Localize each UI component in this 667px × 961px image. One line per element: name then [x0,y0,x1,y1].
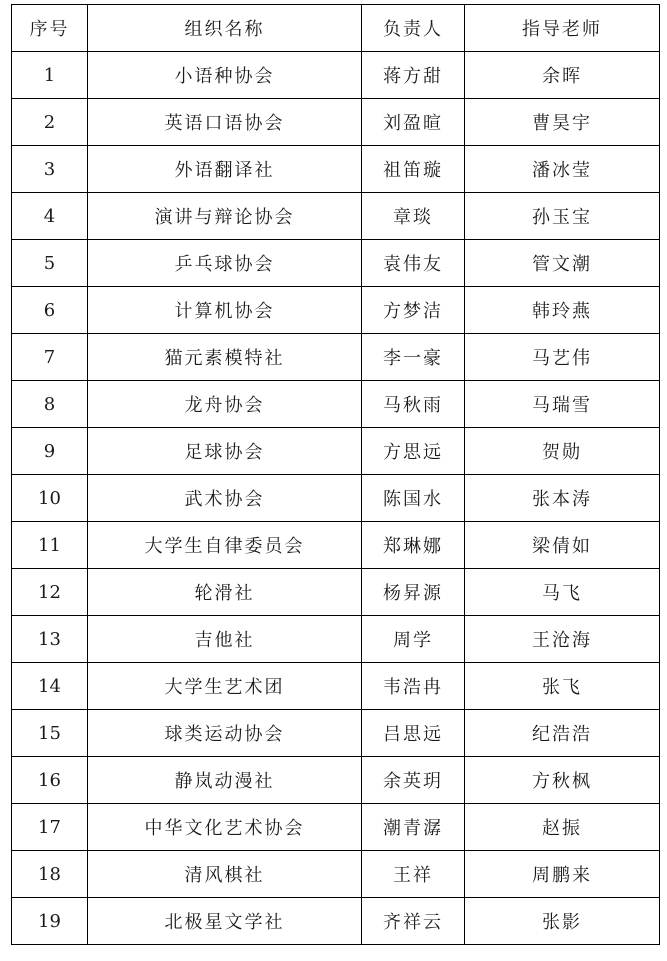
cell-organization-name: 龙舟协会 [88,381,362,428]
cell-organization-name: 乒乓球协会 [88,240,362,287]
cell-index: 13 [12,616,88,663]
cell-advisor: 潘冰莹 [465,146,660,193]
table-row [12,334,660,381]
table-row [12,710,660,757]
cell-index: 18 [12,851,88,898]
table-row [12,146,660,193]
header-index: 序号 [12,5,88,52]
cell-index: 2 [12,99,88,146]
header-advisor: 指导老师 [465,5,660,52]
cell-advisor: 贺勋 [465,428,660,475]
cell-organization-name: 静岚动漫社 [88,757,362,804]
cell-person-in-charge: 陈国水 [362,475,465,522]
cell-advisor: 余晖 [465,52,660,99]
cell-advisor: 张影 [465,898,660,945]
cell-person-in-charge: 齐祥云 [362,898,465,945]
cell-person-in-charge: 袁伟友 [362,240,465,287]
cell-organization-name: 武术协会 [88,475,362,522]
organization-table [11,4,660,945]
cell-organization-name: 吉他社 [88,616,362,663]
cell-organization-name: 球类运动协会 [88,710,362,757]
cell-person-in-charge: 吕思远 [362,710,465,757]
cell-organization-name: 计算机协会 [88,287,362,334]
cell-index: 3 [12,146,88,193]
table-row [12,240,660,287]
cell-index: 11 [12,522,88,569]
table-row [12,381,660,428]
cell-advisor: 马飞 [465,569,660,616]
table-row [12,898,660,945]
cell-person-in-charge: 郑琳娜 [362,522,465,569]
cell-advisor: 马瑞雪 [465,381,660,428]
cell-organization-name: 大学生艺术团 [88,663,362,710]
cell-organization-name: 演讲与辩论协会 [88,193,362,240]
cell-person-in-charge: 方思远 [362,428,465,475]
cell-person-in-charge: 李一豪 [362,334,465,381]
cell-organization-name: 英语口语协会 [88,99,362,146]
cell-advisor: 韩玲燕 [465,287,660,334]
cell-index: 9 [12,428,88,475]
cell-organization-name: 外语翻译社 [88,146,362,193]
cell-advisor: 张本涛 [465,475,660,522]
cell-person-in-charge: 祖笛璇 [362,146,465,193]
cell-index: 7 [12,334,88,381]
header-organization-name: 组织名称 [88,5,362,52]
cell-person-in-charge: 章琰 [362,193,465,240]
cell-index: 8 [12,381,88,428]
cell-person-in-charge: 刘盈暄 [362,99,465,146]
cell-person-in-charge: 杨昇源 [362,569,465,616]
table-row [12,616,660,663]
cell-organization-name: 清风棋社 [88,851,362,898]
cell-organization-name: 小语种协会 [88,52,362,99]
table-body [12,52,660,945]
cell-person-in-charge: 马秋雨 [362,381,465,428]
cell-advisor: 赵振 [465,804,660,851]
table-row [12,193,660,240]
cell-index: 12 [12,569,88,616]
cell-organization-name: 轮滑社 [88,569,362,616]
cell-person-in-charge: 蒋方甜 [362,52,465,99]
cell-advisor: 马艺伟 [465,334,660,381]
cell-index: 17 [12,804,88,851]
table-row [12,851,660,898]
cell-person-in-charge: 周学 [362,616,465,663]
table-row [12,428,660,475]
table-header-row [12,5,660,52]
cell-index: 4 [12,193,88,240]
table-row [12,52,660,99]
cell-person-in-charge: 王祥 [362,851,465,898]
cell-advisor: 张飞 [465,663,660,710]
cell-person-in-charge: 韦浩冉 [362,663,465,710]
cell-advisor: 王沧海 [465,616,660,663]
cell-person-in-charge: 方梦洁 [362,287,465,334]
table-row [12,663,660,710]
cell-index: 14 [12,663,88,710]
cell-index: 16 [12,757,88,804]
cell-organization-name: 猫元素模特社 [88,334,362,381]
cell-person-in-charge: 余英玥 [362,757,465,804]
cell-organization-name: 大学生自律委员会 [88,522,362,569]
cell-person-in-charge: 潮青潺 [362,804,465,851]
cell-index: 10 [12,475,88,522]
cell-advisor: 纪浩浩 [465,710,660,757]
table-row [12,522,660,569]
table-row [12,804,660,851]
cell-advisor: 周鹏来 [465,851,660,898]
table-row [12,99,660,146]
cell-advisor: 孙玉宝 [465,193,660,240]
cell-advisor: 梁倩如 [465,522,660,569]
cell-advisor: 曹昊宇 [465,99,660,146]
cell-organization-name: 足球协会 [88,428,362,475]
cell-index: 19 [12,898,88,945]
cell-advisor: 方秋枫 [465,757,660,804]
table-row [12,475,660,522]
table-row [12,757,660,804]
cell-organization-name: 中华文化艺术协会 [88,804,362,851]
organization-table-container [11,4,659,945]
table-row [12,569,660,616]
header-person-in-charge: 负责人 [362,5,465,52]
cell-index: 1 [12,52,88,99]
cell-index: 6 [12,287,88,334]
cell-organization-name: 北极星文学社 [88,898,362,945]
cell-index: 15 [12,710,88,757]
cell-index: 5 [12,240,88,287]
cell-advisor: 管文潮 [465,240,660,287]
table-row [12,287,660,334]
